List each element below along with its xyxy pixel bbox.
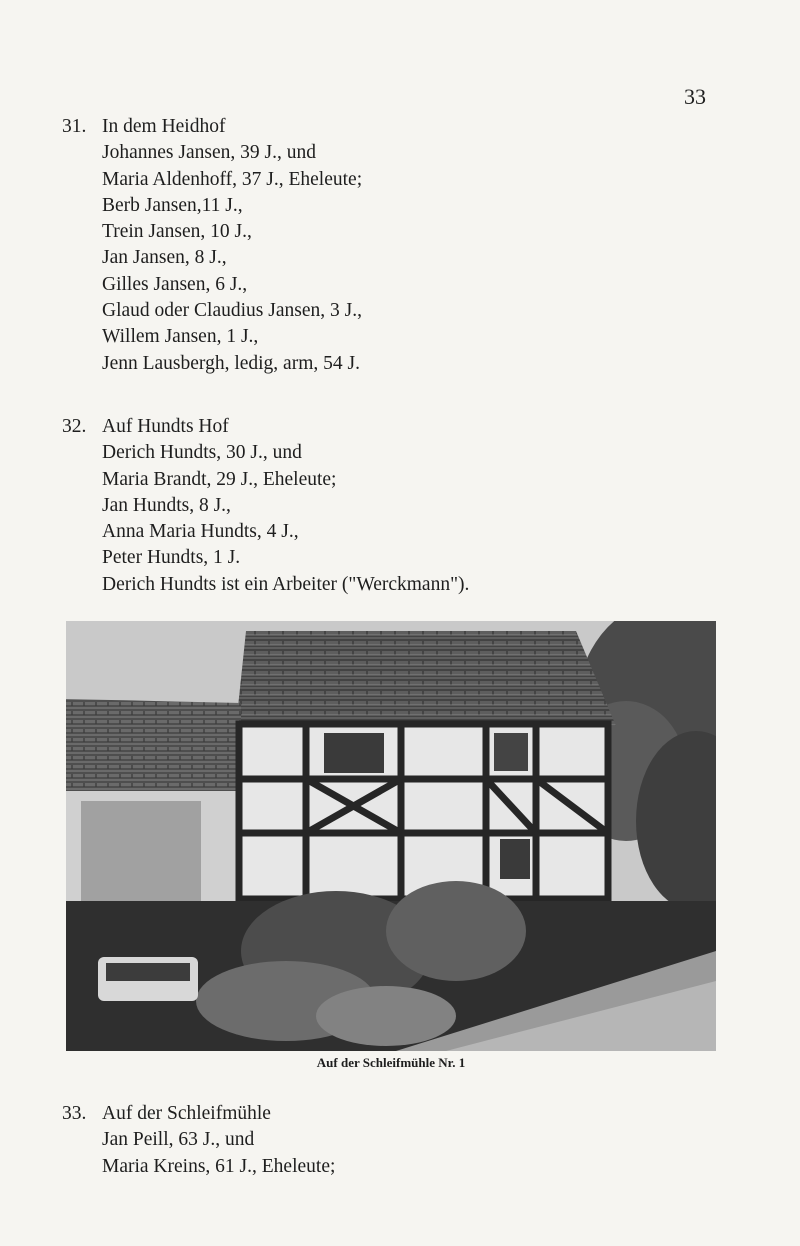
entry-number: 32. [62, 416, 87, 437]
entry-heading [62, 1101, 335, 1127]
entry-line: Glaud oder Claudius Jansen, 3 J., [102, 300, 362, 322]
entry-heading [62, 114, 362, 140]
photo-caption: Auf der Schleifmühle Nr. 1 [316, 1055, 466, 1070]
entry-line: Willem Jansen, 1 J., [102, 326, 259, 348]
entry-line: Jan Jansen, 8 J., [102, 247, 227, 269]
entry-line: Jan Peill, 63 J., und [102, 1129, 255, 1151]
entry-line: Anna Maria Hundts, 4 J., [102, 521, 299, 543]
photo-half-timbered-house [66, 621, 716, 1051]
entry-line: Trein Jansen, 10 J., [102, 221, 252, 243]
entry-line: Peter Hundts, 1 J. [102, 547, 241, 569]
entry-31 [62, 114, 362, 377]
entry-line: Jenn Lausbergh, ledig, arm, 54 J. [102, 352, 360, 374]
entry-line: Berb Jansen,11 J., [102, 194, 243, 216]
page-number: 33 [684, 84, 706, 109]
entry-number: 33. [62, 1103, 87, 1124]
entry-line: Maria Kreins, 61 J., Eheleute; [102, 1155, 336, 1177]
entry-line: Derich Hundts ist ein Arbeiter ("Werckmann"). [102, 573, 470, 595]
entry-line: Maria Brandt, 29 J., Eheleute; [102, 468, 337, 490]
entry-line: Maria Aldenhoff, 37 J., Eheleute; [102, 168, 363, 190]
entry-32 [62, 414, 469, 598]
entry-line: Derich Hundts, 30 J., und [102, 442, 302, 464]
entry-location: In dem Heidhof [102, 116, 226, 137]
entry-heading [62, 414, 469, 440]
entry-line: Johannes Jansen, 39 J., und [102, 142, 316, 164]
entry-line: Gilles Jansen, 6 J., [102, 273, 248, 295]
entry-location: Auf Hundts Hof [102, 416, 229, 437]
entry-line: Jan Hundts, 8 J., [102, 494, 231, 516]
show-through-text [410, 128, 415, 154]
entry-33 [62, 1101, 335, 1180]
entry-location: Auf der Schleifmühle [102, 1103, 271, 1124]
entry-number: 31. [62, 116, 87, 137]
